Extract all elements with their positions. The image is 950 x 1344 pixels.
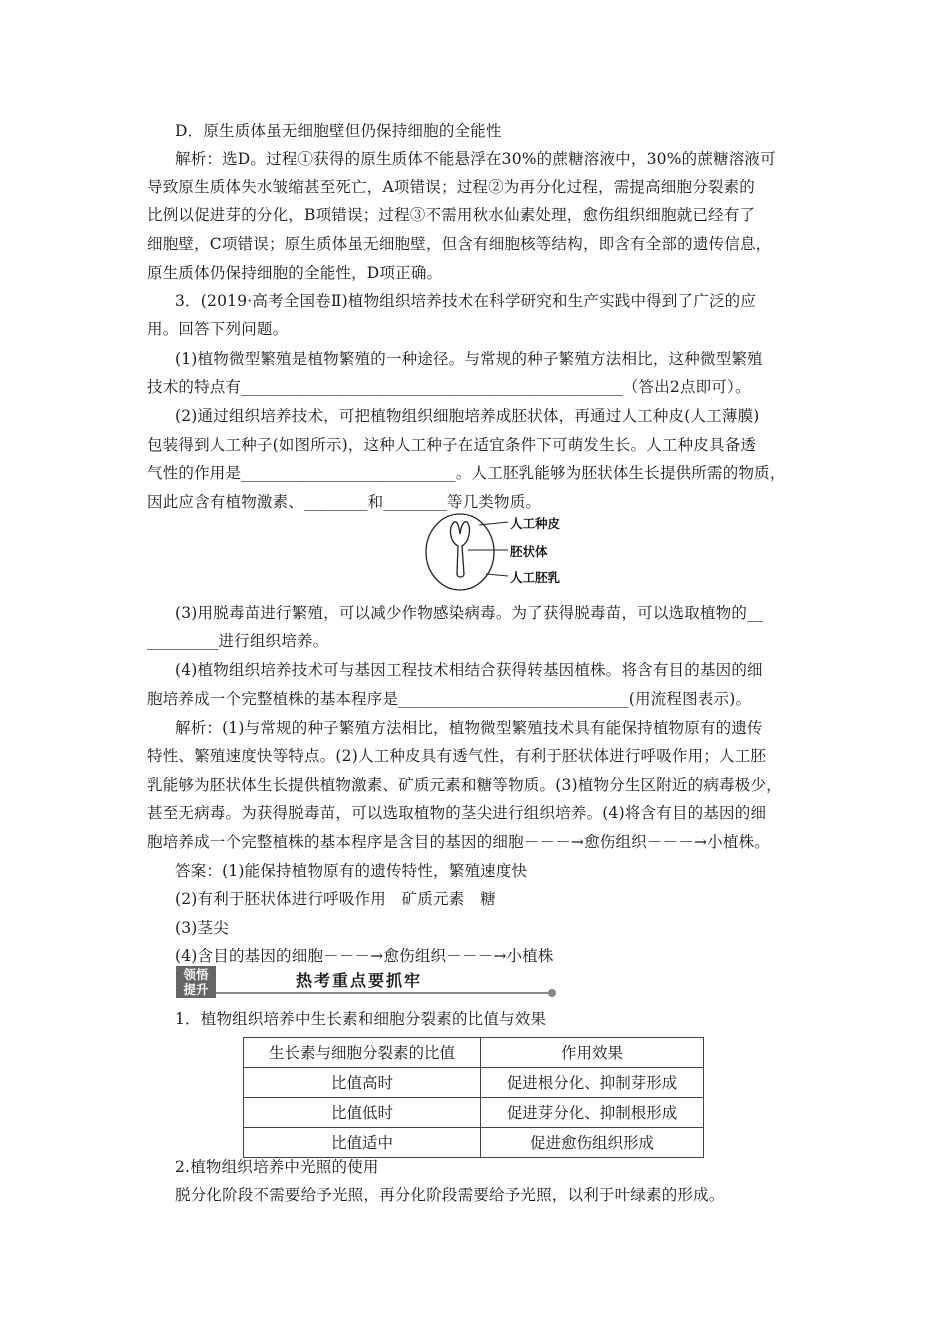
analysis-line: 比例以促进芽的分化，B项错误；过程③不需用秋水仙素处理，愈伤组织细胞就已经有了 [147, 206, 756, 224]
analysis-line: 特性、繁殖速度快等特点。(2)人工种皮具有透气性，有利于胚状体进行呼吸作用；人工胚 [147, 747, 767, 765]
answer-line: (2)有利于胚状体进行呼吸作用 矿质元素 糖 [175, 890, 496, 908]
table-header-row [244, 1038, 704, 1068]
sub-question-3: _________进行组织培养。 [147, 632, 329, 650]
question-3-stem: 3．(2019·高考全国卷Ⅱ)植物组织培养技术在科学研究和生产实践中得到了广泛的应 [175, 292, 757, 310]
analysis-line: 导致原生质体失水皱缩甚至死亡，A项错误；过程②为再分化过程，需提高细胞分裂素的 [147, 178, 755, 196]
figure-label-endosperm: 人工胚乳 [510, 570, 561, 585]
answer-line: 答案：(1)能保持植物原有的遗传特性，繁殖速度快 [175, 862, 528, 880]
sub-question-1: (1)植物微型繁殖是植物繁殖的一种途径。与常规的种子繁殖方法相比，这种微型繁殖 [175, 350, 763, 368]
figure-label-embryoid: 胚状体 [510, 544, 548, 559]
section-rule-dot [548, 989, 556, 997]
badge-top-text: 领悟 [183, 967, 209, 982]
figure-label-seed-coat: 人工种皮 [510, 516, 561, 531]
sub-question-4: 胞培养成一个完整植株的基本程序是_____________________________(用流程图表示)。 [147, 690, 752, 708]
point-2-text: 脱分化阶段不需要给予光照，再分化阶段需要给予光照，以利于叶绿素的形成。 [175, 1186, 725, 1204]
analysis-line: 细胞壁，C项错误；原生质体虽无细胞壁，但含有细胞核等结构，即含有全部的遗传信息， [147, 235, 772, 253]
table-cell: 促进芽分化、抑制根形成 [481, 1098, 704, 1128]
section-badge [176, 966, 216, 998]
section-rule [216, 992, 552, 994]
table-header-cell: 作用效果 [481, 1038, 704, 1068]
table-header-cell: 生长素与细胞分裂素的比值 [244, 1038, 481, 1068]
sub-question-2: (2)通过组织培养技术，可把植物组织细胞培养成胚状体，再通过人工种皮(人工薄膜) [175, 407, 760, 425]
section-heading [176, 966, 556, 1000]
point-2-heading: 2.植物组织培养中光照的使用 [175, 1158, 379, 1176]
sub-question-2: 因此应含有植物激素、________和________等几类物质。 [147, 493, 542, 511]
ratio-effect-table [243, 1037, 704, 1158]
sub-question-3: (3)用脱毒苗进行繁殖，可以减少作物感染病毒。为了获得脱毒苗，可以选取植物的__ [175, 604, 763, 622]
option-d: D．原生质体虽无细胞壁但仍保持细胞的全能性 [175, 122, 502, 140]
answer-line: (3)茎尖 [175, 919, 229, 937]
table-cell: 比值适中 [244, 1128, 481, 1158]
table-cell: 比值高时 [244, 1068, 481, 1098]
section-title: 热考重点要抓牢 [296, 971, 423, 990]
analysis-line: 胞培养成一个完整植株的基本程序是含目的基因的细胞－－－→愈伤组织－－－→小植株。 [147, 833, 770, 851]
question-3-stem: 用。回答下列问题。 [147, 320, 289, 338]
sub-question-1: 技术的特点有________________________________________________（答出2点即可）。 [147, 378, 751, 396]
point-1-heading: 1．植物组织培养中生长素和细胞分裂素的比值与效果 [175, 1010, 547, 1028]
sub-question-4: (4)植物组织培养技术可与基因工程技术相结合获得转基因植株。将含有目的基因的细 [175, 661, 763, 679]
table-row [244, 1098, 704, 1128]
sub-question-2: 包装得到人工种子(如图所示)，这种人工种子在适宜条件下可萌发生长。人工种皮具备透 [147, 436, 757, 454]
analysis-line: 解析：(1)与常规的种子繁殖方法相比，植物微型繁殖技术具有能保持植物原有的遗传 [175, 719, 763, 737]
analysis-line: 乳能够为胚状体生长提供植物激素、矿质元素和糖等物质。(3)植物分生区附近的病毒极少， [147, 776, 782, 794]
analysis-line: 甚至无病毒。为获得脱毒苗，可以选取植物的茎尖进行组织培养。(4)将含有目的基因的细 [147, 804, 767, 822]
table-row [244, 1128, 704, 1158]
analysis-line: 原生质体仍保持细胞的全能性，D项正确。 [147, 264, 443, 282]
table-cell: 促进愈伤组织形成 [481, 1128, 704, 1158]
artificial-seed-figure [424, 512, 564, 592]
answer-line: (4)含目的基因的细胞－－－→愈伤组织－－－→小植株 [175, 947, 554, 965]
table-row [244, 1068, 704, 1098]
sub-question-2: 气性的作用是___________________________。人工胚乳能够为胚状体生长提供所需的物质， [147, 464, 786, 482]
badge-bottom-text: 提升 [183, 982, 209, 997]
table-cell: 比值低时 [244, 1098, 481, 1128]
table-cell: 促进根分化、抑制芽形成 [481, 1068, 704, 1098]
analysis-line: 解析：选D。过程①获得的原生质体不能悬浮在30%的蔗糖溶液中，30%的蔗糖溶液可 [175, 150, 776, 168]
